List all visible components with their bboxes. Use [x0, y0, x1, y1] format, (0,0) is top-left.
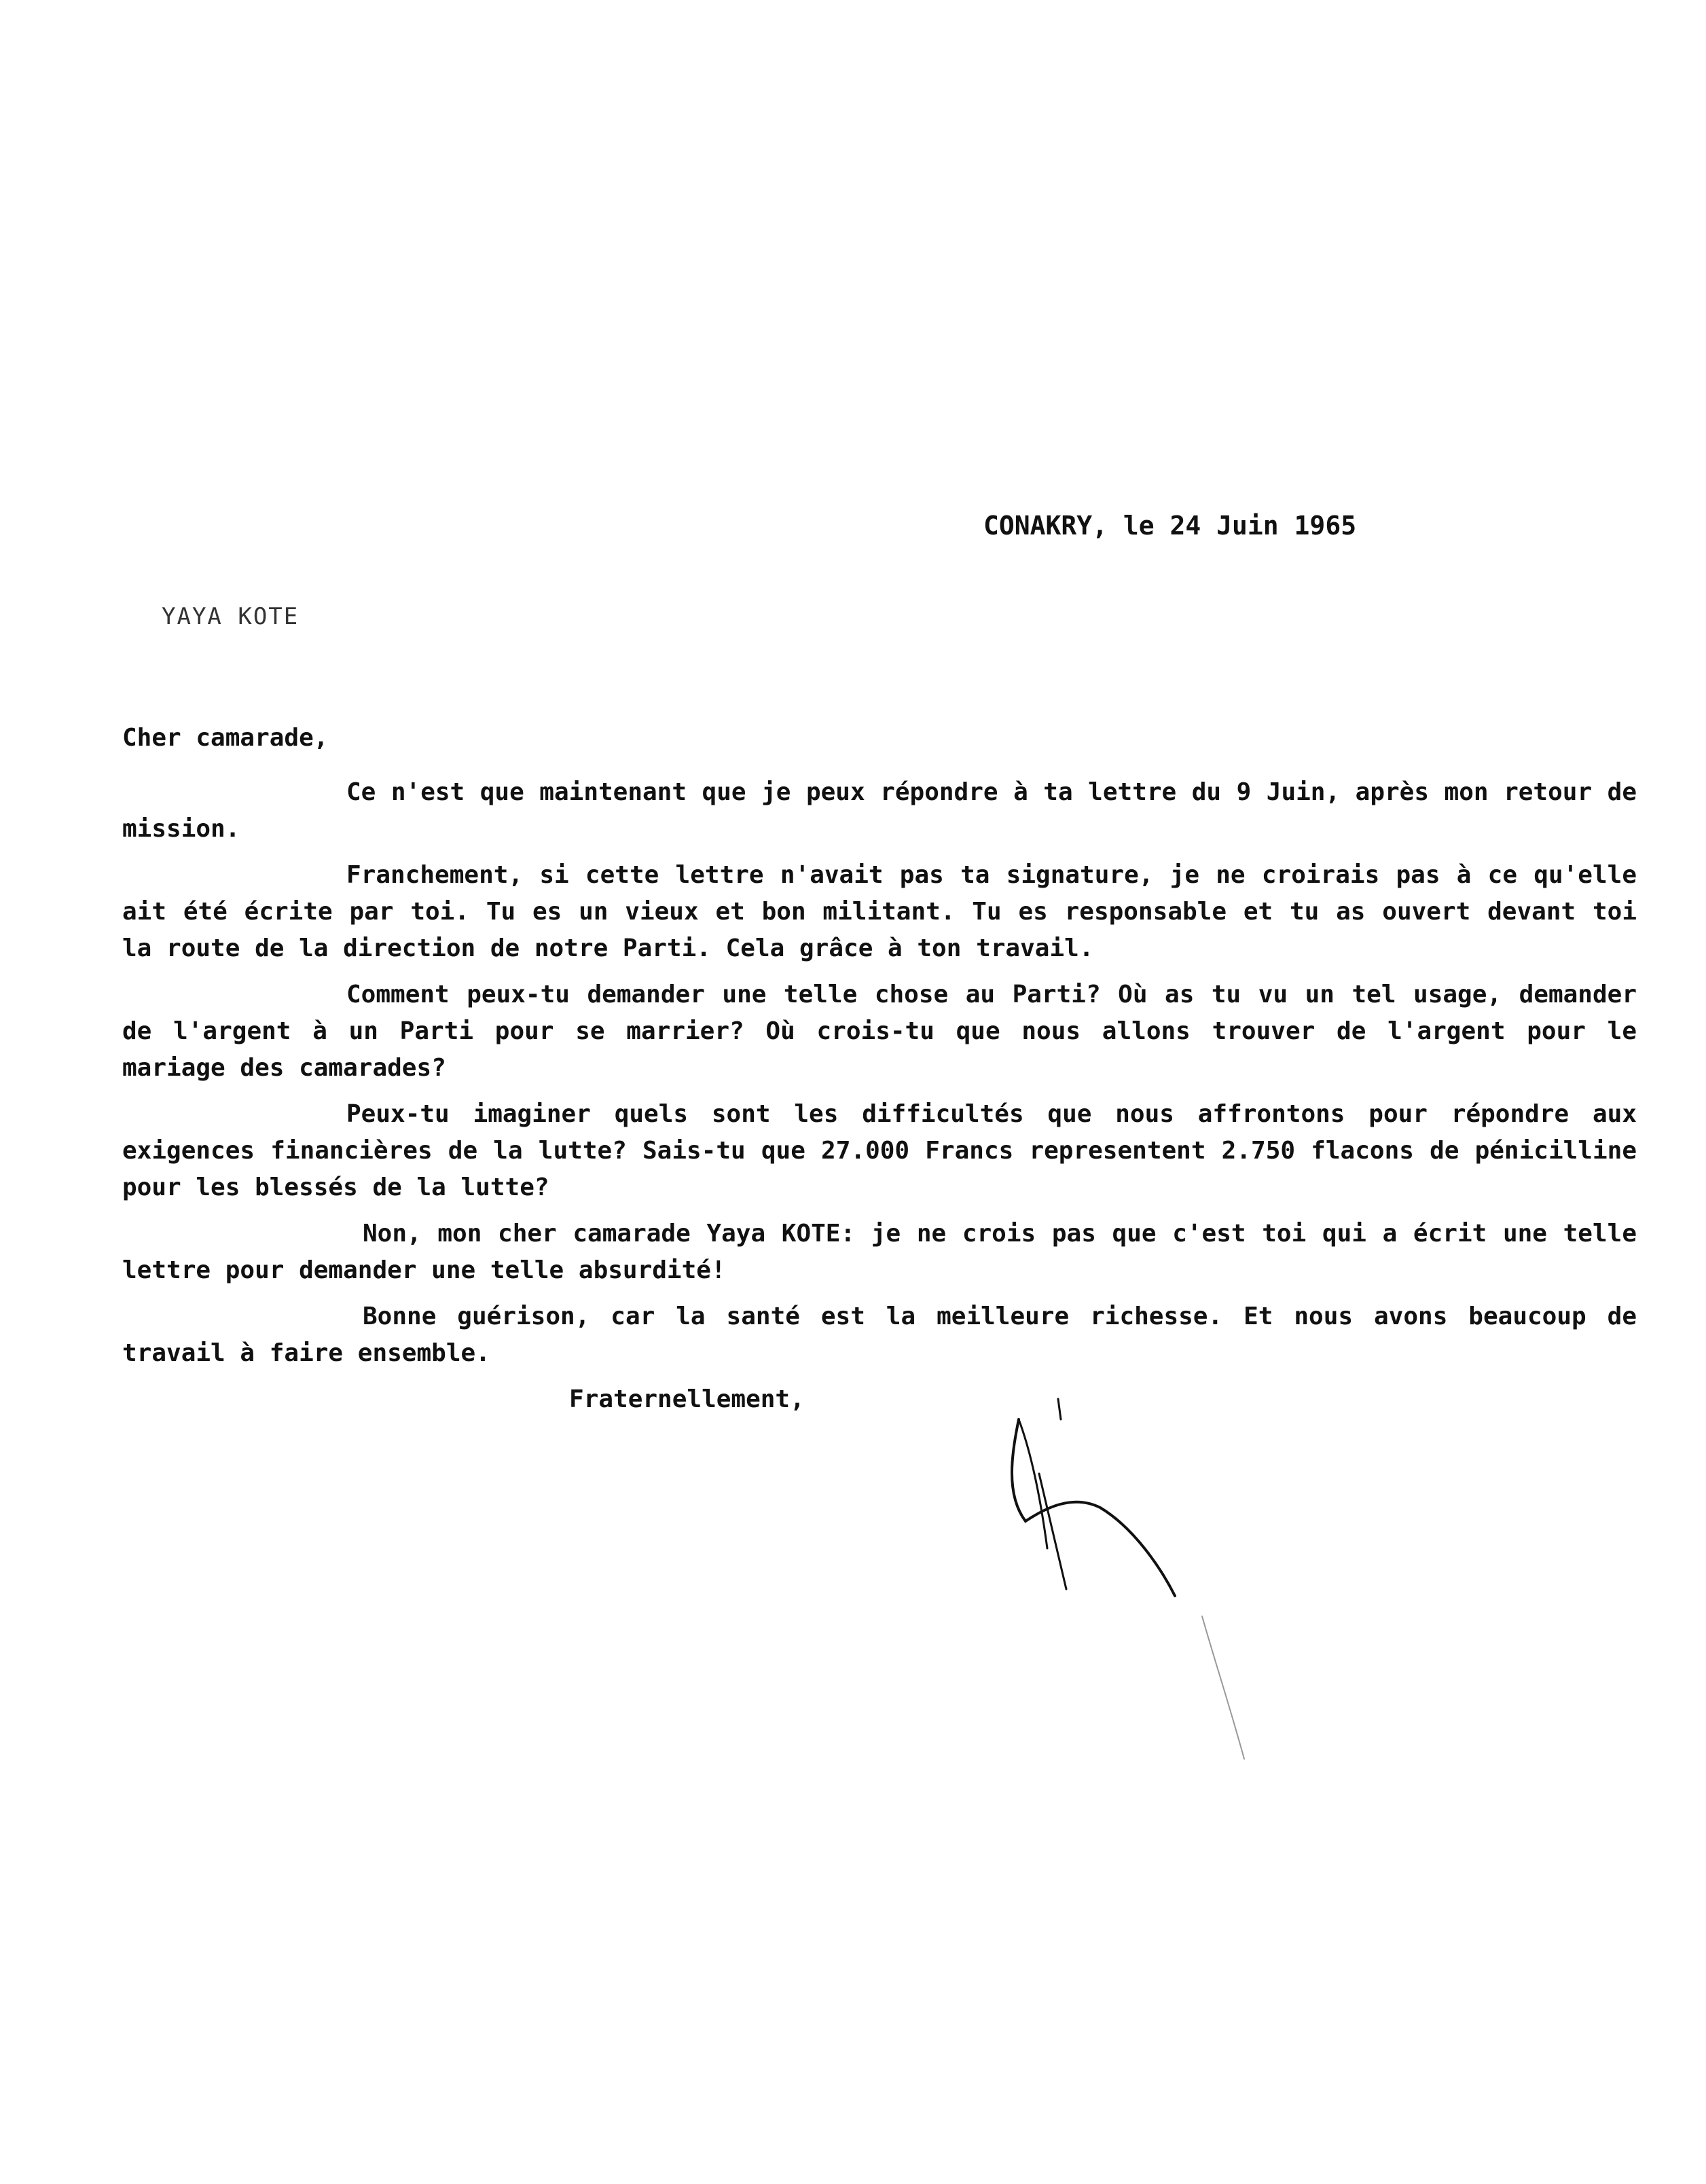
- date-line: CONAKRY, le 24 Juin 1965: [983, 511, 1357, 541]
- paragraph-1: Ce n'est que maintenant que je peux répondre à ta lettre du 9 Juin, après mon retour de mission.: [122, 778, 1637, 843]
- paragraph-2: Franchement, si cette lettre n'avait pas ta signature, je ne croirais pas à ce qu'elle ait été écrite par toi. Tu es un vieux et bon militant. Tu es responsable et tu as ouvert devant toi la route de la direction de notre Parti. Cela grâce à ton travail.: [122, 861, 1637, 962]
- paragraph-3: Comment peux-tu demander une telle chose au Parti? Où as tu vu un tel usage, demander de l'argent à un Parti pour se marrier? Où crois-tu que nous allons trouver de l'argent pour le mariage des camarades?: [122, 981, 1637, 1082]
- handwritten-signature: [998, 1392, 1256, 1772]
- salutation: Cher camarade,: [122, 724, 329, 752]
- closing: Fraternellement,: [569, 1385, 805, 1413]
- paragraph-4: Peux-tu imaginer quels sont les difficultés que nous affrontons pour répondre aux exigences financières de la lutte? Sais-tu que 27.000 Francs representent 2.750 flacons de pénicilline pour les blessés de la lutte?: [122, 1100, 1637, 1201]
- recipient-name: YAYA KOTE: [162, 603, 300, 630]
- paragraph-5: Non, mon cher camarade Yaya KOTE: je ne crois pas que c'est toi qui a écrit une telle lettre pour demander une telle absurdité!: [122, 1220, 1637, 1284]
- paragraph-6: Bonne guérison, car la santé est la meilleure richesse. Et nous avons beaucoup de travail à faire ensemble.: [122, 1303, 1637, 1367]
